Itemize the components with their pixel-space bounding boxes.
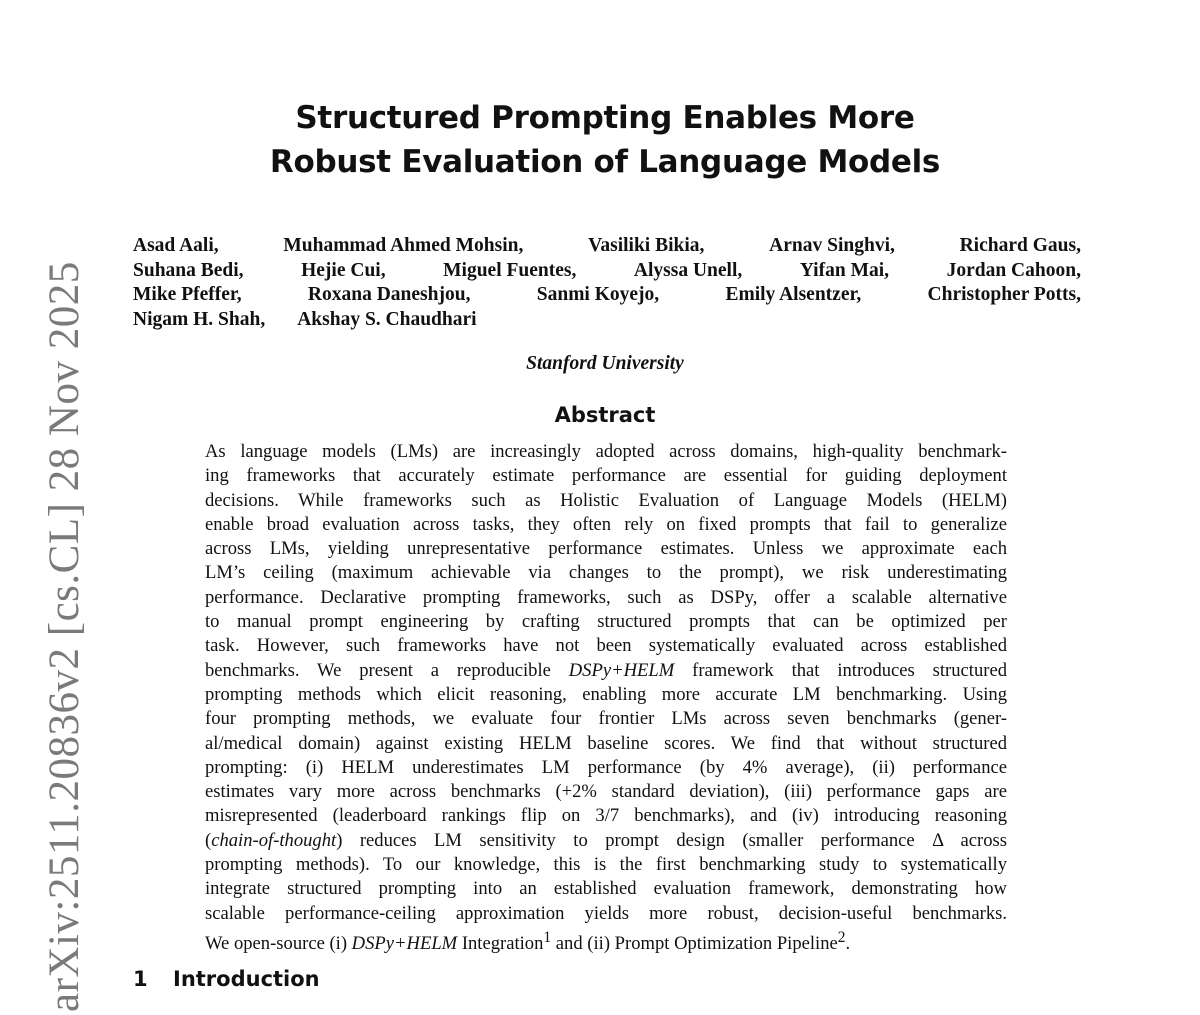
abstract-line: LM’s ceiling (maximum achievable via changes to the prompt), we risk underestimating [205, 562, 1007, 584]
author: Richard Gaus, [959, 235, 1081, 256]
author: Jordan Cahoon, [946, 259, 1081, 281]
author: Christopher Potts, [927, 284, 1081, 305]
arxiv-identifier: arXiv:2511.20836v2 [cs.CL] 28 Nov 2025 [41, 261, 88, 1012]
abstract-line: As language models (LMs) are increasingly adopted across domains, high-quality benchmark- [205, 441, 1007, 462]
author: Yifan Mai, [799, 259, 890, 281]
author-line [133, 308, 1081, 333]
abstract-line: enable broad evaluation across tasks, they often rely on fixed prompts that fail to generalize [205, 513, 1007, 535]
abstract-line: to manual prompt engineering by crafting structured prompts that can be optimized per [205, 611, 1007, 633]
author: Hejie Cui, [301, 259, 386, 281]
author: Roxana Daneshjou, [307, 284, 471, 305]
author: Muhammad Ahmed Mohsin, [283, 235, 524, 256]
abstract-line: prompting: (i) HELM underestimates LM performance (by 4% average), (ii) performance [205, 756, 1007, 778]
affiliation: Stanford University [526, 353, 684, 374]
abstract-line: estimates vary more across benchmarks (+2% standard deviation), (iii) performance gaps are [205, 781, 1007, 803]
author: Akshay S. Chaudhari [297, 308, 477, 330]
author-line [133, 234, 1081, 259]
abstract-line: scalable performance-ceiling approximation yields more robust, decision-useful benchmarks. [205, 902, 1007, 924]
author: Nigam H. Shah, [133, 308, 266, 330]
title-line: Structured Prompting Enables More [295, 100, 915, 136]
author: Emily Alsentzer, [725, 284, 862, 305]
abstract-body [205, 440, 1008, 955]
author: Miguel Fuentes, [443, 259, 577, 281]
footnote-marker[interactable]: 2 [837, 928, 846, 946]
section-number: 1 [133, 967, 148, 991]
abstract-line: misrepresented (leaderboard rankings flip on 3/7 benchmarks), and (iv) introducing reasoning [205, 805, 1007, 827]
abstract-line: across LMs, yielding unrepresentative performance estimates. Unless we approximate each [205, 538, 1007, 560]
section-heading [133, 967, 320, 991]
abstract-line: ing frameworks that accurately estimate performance are essential for guiding deployment [205, 465, 1007, 487]
author: Alyssa Unell, [633, 259, 743, 281]
abstract-line: integrate structured prompting into an established evaluation framework, demonstrating how [205, 878, 1007, 900]
author: Suhana Bedi, [133, 259, 244, 281]
abstract-line: al/medical domain) against existing HELM baseline scores. We find that without structured [205, 732, 1007, 754]
abstract-line: (chain-of-thought) reduces LM sensitivity to prompt design (smaller performance Δ across [205, 829, 1007, 851]
author-line [133, 259, 1081, 284]
abstract-line: four prompting methods, we evaluate four frontier LMs across seven benchmarks (gener- [205, 708, 1007, 730]
framework-name: DSPy+HELM [568, 659, 675, 681]
abstract-line: performance. Declarative prompting frameworks, such as DSPy, offer a scalable alternative [205, 586, 1007, 608]
title-line: Robust Evaluation of Language Models [269, 144, 941, 180]
abstract-heading: Abstract [554, 403, 656, 427]
footnote-marker[interactable]: 1 [543, 928, 552, 946]
abstract-line: task. However, such frameworks have not been systematically evaluated across established [205, 635, 1007, 657]
abstract-line: decisions. While frameworks such as Holistic Evaluation of Language Models (HELM) [205, 489, 1007, 511]
author: Vasiliki Bikia, [588, 235, 705, 256]
abstract-line: benchmarks. We present a reproducible DSPy+HELM framework that introduces structured [205, 659, 1008, 681]
paper-title [0, 96, 1200, 184]
author-list [133, 234, 1081, 332]
abstract-line: prompting methods which elicit reasoning, enabling more accurate LM benchmarking. Using [205, 683, 1007, 705]
author-line [133, 283, 1081, 308]
emphasis-term: chain-of-thought [211, 829, 337, 851]
section-title: Introduction [173, 967, 320, 991]
abstract-line: prompting methods). To our knowledge, this is the first benchmarking study to systematically [205, 854, 1007, 876]
framework-name: DSPy+HELM [351, 933, 458, 955]
author: Asad Aali, [133, 235, 219, 256]
abstract-line: We open-source (i) DSPy+HELM Integration$^1$ and (ii) Prompt Optimization Pipeline$^2$. [205, 928, 851, 955]
author: Sanmi Koyejo, [536, 284, 660, 305]
author: Mike Pfeffer, [133, 284, 242, 305]
author: Arnav Singhvi, [769, 235, 895, 256]
